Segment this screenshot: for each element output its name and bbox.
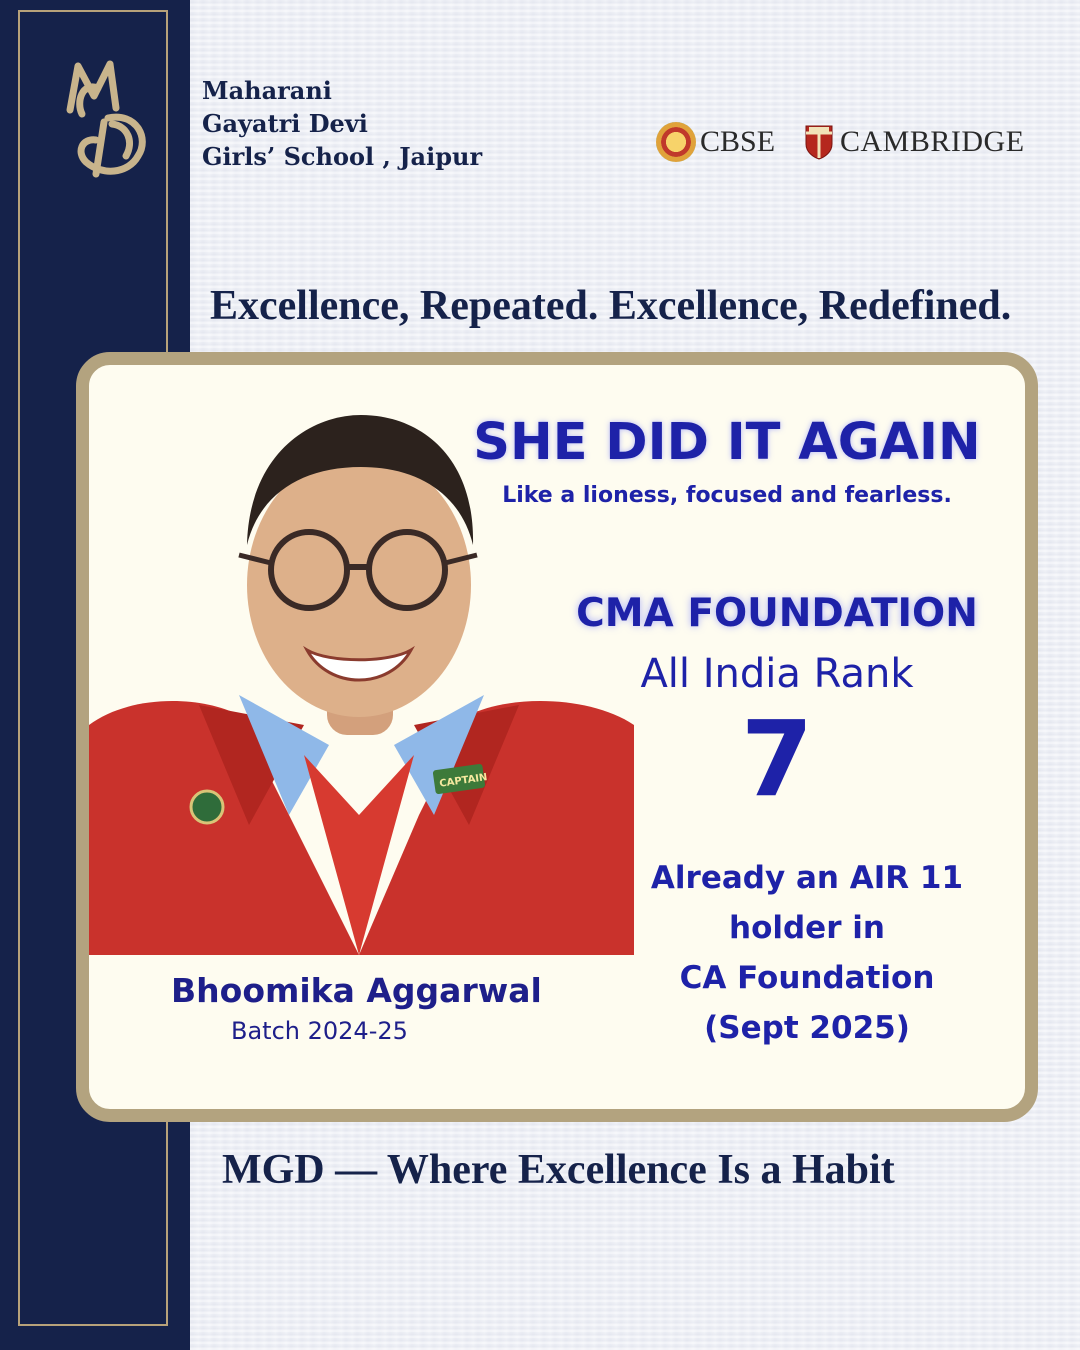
subhead: Like a lioness, focused and fearless. [502,483,952,508]
cambridge-shield-icon [804,124,834,160]
cambridge-affiliation [804,120,1025,164]
student-name: Bhoomika Aggarwal [171,971,542,1010]
cambridge-label: CAMBRIDGE [840,125,1025,158]
cbse-affiliation [656,120,775,164]
school-name [202,74,482,173]
exam-name: CMA FOUNDATION [576,591,978,636]
cbse-label: CBSE [700,125,776,158]
captain-badge-text: CAPTAIN [438,772,489,790]
school-monogram-logo [52,52,156,182]
rank-label: All India Rank [640,651,914,697]
tagline: Excellence, Repeated. Excellence, Redefined. [210,283,1012,329]
cbse-seal-icon [656,122,696,162]
prior-achievement-line-3: CA Foundation [679,960,935,996]
prior-achievement-line-2: holder in [729,910,885,946]
prior-achievement-line-1: Already an AIR 11 [650,860,964,896]
achievement-card [76,352,1038,1122]
prior-achievement [627,853,987,1053]
footer-tagline: MGD — Where Excellence Is a Habit [222,1147,895,1193]
headline: SHE DID IT AGAIN [473,413,981,472]
school-name-line-2: Gayatri Devi [202,109,368,138]
student-batch: Batch 2024-25 [231,1017,408,1045]
school-name-line-3: Girls’ School , Jaipur [202,142,483,171]
rank-value: 7 [740,698,814,820]
prior-achievement-line-4: (Sept 2025) [704,1010,910,1046]
school-name-line-1: Maharani [202,76,332,105]
